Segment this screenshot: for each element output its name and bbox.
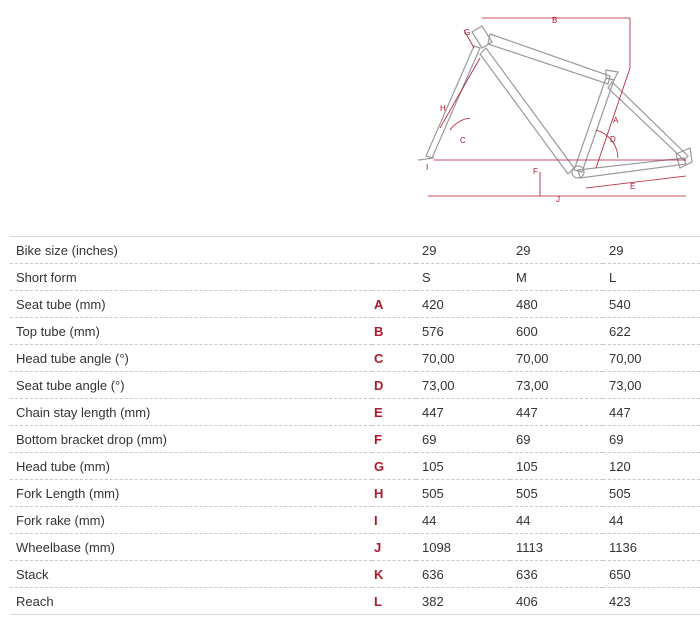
row-code: G (374, 458, 385, 474)
cell-m: 1113 (516, 539, 543, 555)
table-row (10, 426, 700, 453)
cell-m: 105 (516, 458, 538, 474)
row-code: B (374, 323, 384, 339)
diagram-label-b: B (552, 16, 558, 25)
cell-s: S (422, 269, 431, 285)
cell-m: 600 (516, 323, 538, 339)
row-code: K (374, 566, 384, 582)
cell-s: 44 (422, 512, 437, 528)
row-code: L (374, 593, 382, 609)
row-code: H (374, 485, 384, 501)
row-code: C (374, 350, 384, 366)
row-label: Chain stay length (mm) (16, 404, 151, 420)
row-code: A (374, 296, 384, 312)
cell-m: M (516, 269, 527, 285)
fork-shape (426, 46, 480, 158)
row-label: Seat tube (mm) (16, 296, 106, 312)
row-code: D (374, 377, 384, 393)
table-row (10, 507, 700, 534)
row-label: Short form (16, 269, 77, 285)
row-label: Seat tube angle (°) (16, 377, 125, 393)
diagram-label-h: H (440, 104, 446, 113)
table-row (10, 318, 700, 345)
cell-s: 29 (422, 242, 437, 258)
geometry-table (10, 236, 700, 615)
row-code: I (374, 512, 378, 528)
table-row-bike-size (10, 237, 700, 264)
row-label: Reach (16, 593, 54, 609)
diagram-label-d: D (610, 135, 616, 144)
row-code: F (374, 431, 382, 447)
cell-l: 423 (609, 593, 631, 609)
cell-l: 120 (609, 458, 631, 474)
cell-l: 29 (609, 242, 624, 258)
row-label: Head tube angle (°) (16, 350, 129, 366)
cell-s: 447 (422, 404, 444, 420)
cell-m: 69 (516, 431, 531, 447)
cell-l: 650 (609, 566, 631, 582)
table-row (10, 534, 700, 561)
cell-l: 622 (609, 323, 631, 339)
cell-l: 44 (609, 512, 624, 528)
cell-l: 1136 (609, 539, 637, 555)
table-row (10, 588, 700, 615)
table-row (10, 561, 700, 588)
down-tube-shape (480, 48, 574, 174)
cell-m: 73,00 (516, 377, 549, 393)
chain-stay-shape (578, 158, 686, 178)
cell-m: 406 (516, 593, 538, 609)
cell-s: 70,00 (422, 350, 455, 366)
table-row (10, 399, 700, 426)
row-label: Top tube (mm) (16, 323, 100, 339)
diagram-label-g: G (464, 28, 471, 37)
diagram-label-i: I (426, 163, 429, 172)
cell-s: 69 (422, 431, 437, 447)
table-row-short-form (10, 264, 700, 291)
diagram-label-c: C (460, 136, 466, 145)
table-row (10, 372, 700, 399)
cell-s: 1098 (422, 539, 451, 555)
diagram-label-f: F (533, 167, 538, 176)
row-label: Bottom bracket drop (mm) (16, 431, 167, 447)
row-label: Fork Length (mm) (16, 485, 120, 501)
table-row (10, 480, 700, 507)
row-label: Head tube (mm) (16, 458, 110, 474)
cell-m: 447 (516, 404, 538, 420)
cell-s: 636 (422, 566, 444, 582)
row-label: Bike size (inches) (16, 242, 118, 258)
cell-m: 29 (516, 242, 531, 258)
cell-s: 420 (422, 296, 444, 312)
cell-m: 480 (516, 296, 538, 312)
cell-m: 70,00 (516, 350, 549, 366)
diagram-label-j: J (556, 195, 560, 204)
cell-s: 105 (422, 458, 444, 474)
cell-l: 447 (609, 404, 631, 420)
cell-l: 70,00 (609, 350, 642, 366)
cell-s: 505 (422, 485, 444, 501)
diagram-label-e: E (630, 182, 636, 191)
seat-tube-shape (574, 78, 614, 172)
cell-l: 69 (609, 431, 624, 447)
cell-m: 44 (516, 512, 531, 528)
cell-s: 73,00 (422, 377, 455, 393)
cell-m: 636 (516, 566, 538, 582)
cell-s: 382 (422, 593, 444, 609)
table-row (10, 345, 700, 372)
cell-l: L (609, 269, 617, 285)
row-label: Fork rake (mm) (16, 512, 105, 528)
frame-geometry-diagram (400, 8, 700, 228)
cell-l: 73,00 (609, 377, 642, 393)
row-code: J (374, 539, 382, 555)
cell-s: 576 (422, 323, 444, 339)
row-label: Wheelbase (mm) (16, 539, 115, 555)
row-label: Stack (16, 566, 49, 582)
diagram-label-a: A (613, 116, 619, 125)
table-row (10, 453, 700, 480)
seat-stay-shape (608, 82, 688, 160)
cell-l: 540 (609, 296, 631, 312)
cell-l: 505 (609, 485, 631, 501)
table-row (10, 291, 700, 318)
cell-m: 505 (516, 485, 538, 501)
row-code: E (374, 404, 383, 420)
